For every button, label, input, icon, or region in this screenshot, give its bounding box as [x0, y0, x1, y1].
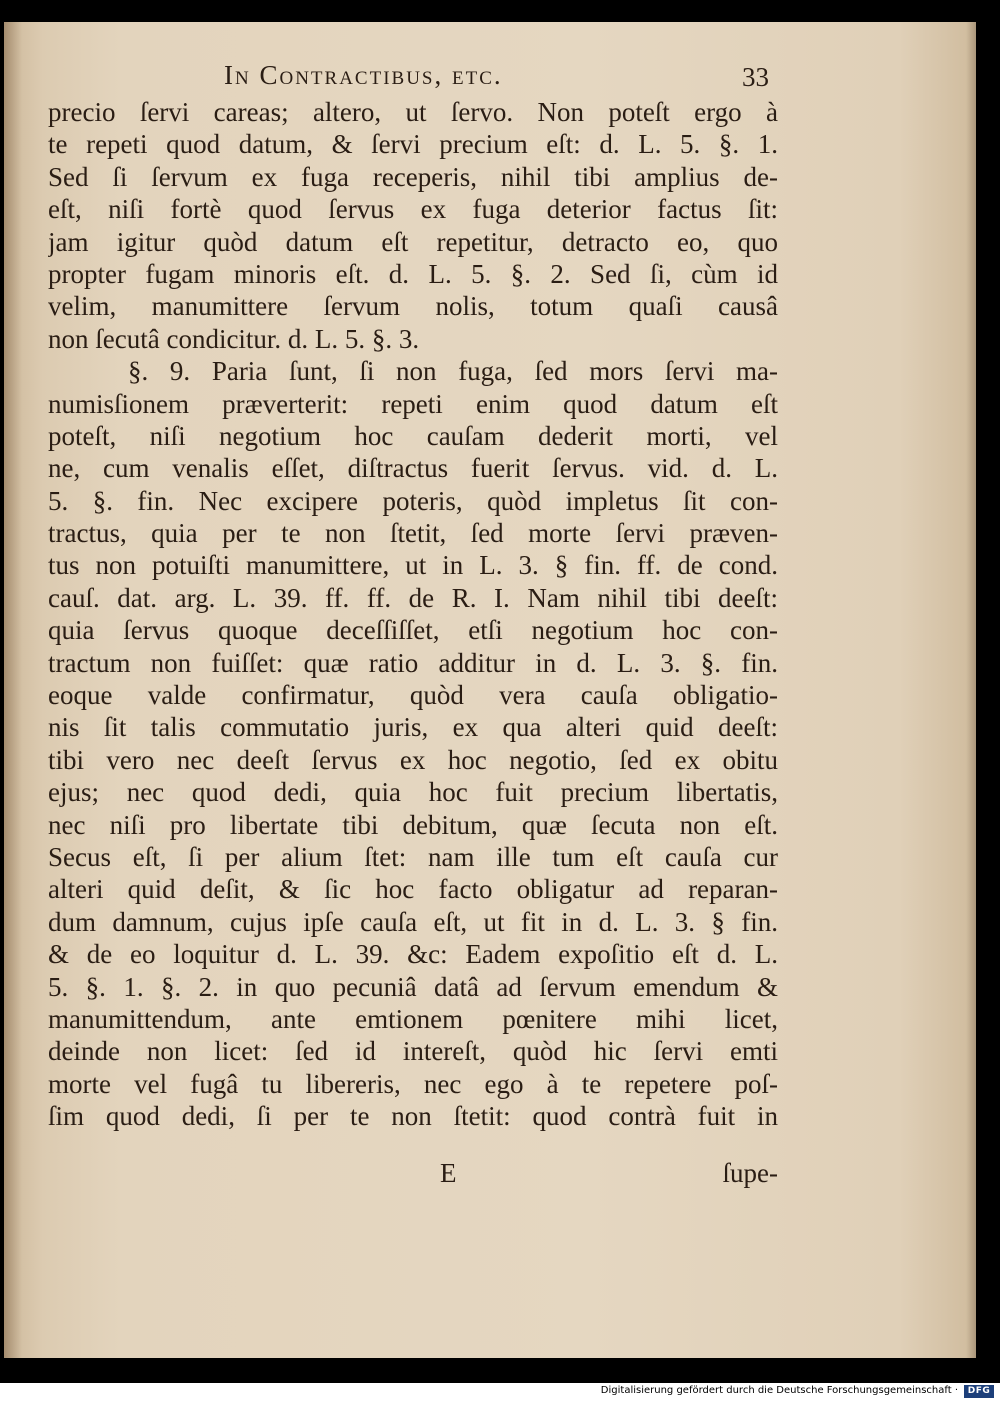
text-line: tibi vero nec deeſt ſervus ex hoc negotio, ſed ex obitu: [48, 744, 778, 775]
text-line: Secus eſt, ſi per alium ſtet: nam ille tum eſt cauſa cur: [48, 841, 778, 872]
body-text: [48, 96, 778, 1133]
text-line: te repeti quod datum, & ſervi precium eſt: d. L. 5. §. 1.: [48, 129, 778, 160]
text-line: ejus; nec quod dedi, quia hoc fuit precium libertatis,: [48, 777, 778, 808]
text-line: ne, cum venalis eſſet, diſtractus fuerit ſervus. vid. d. L.: [48, 453, 778, 484]
page-foot: [48, 1158, 778, 1194]
text-line: 5. §. fin. Nec excipere poteris, quòd impletus ſit con-: [48, 485, 778, 516]
text-line: quia ſervus quoque deceſſiſſet, etſi negotium hoc con-: [48, 615, 778, 646]
text-line: dum damnum, cujus ipſe cauſa eſt, ut fit in d. L. 3. § fin.: [48, 906, 778, 937]
funding-credit: Digitalisierung gefördert durch die Deutsche Forschungsgemeinschaft ·: [600, 1385, 958, 1396]
page-gutter-shadow: [4, 22, 22, 1358]
text-line: eoque valde confirmatur, quòd vera cauſa obligatio-: [48, 680, 778, 711]
page-number: 33: [742, 62, 769, 92]
signature-mark: E: [440, 1158, 457, 1188]
text-line: Sed ſi ſervum ex fuga receperis, nihil tibi amplius de-: [48, 161, 778, 192]
text-line: nec niſi pro libertate tibi debitum, quæ ſecuta non eſt.: [48, 809, 778, 840]
text-line: alteri quid deſit, & ſic hoc facto obligatur ad reparan-: [48, 874, 778, 905]
text-line: jam igitur quòd datum eſt repetitur, detracto eo, quo: [48, 226, 778, 257]
text-line: cauſ. dat. arg. L. 39. ff. ff. de R. I. Nam nihil tibi deeſt:: [48, 582, 778, 613]
running-head: [4, 60, 976, 100]
text-line: ſim quod dedi, ſi per te non ſtetit: quod contrà fuit in: [48, 1101, 778, 1132]
text-line: morte vel fugâ tu libereris, nec ego à te repetere poſ-: [48, 1068, 778, 1099]
text-line: tus non potuiſti manumittere, ut in L. 3. § fin. ff. de cond.: [48, 550, 778, 581]
running-title: In Contractibus, etc.: [224, 60, 503, 90]
text-line: deinde non licet: ſed id intereſt, quòd hic ſervi emti: [48, 1036, 778, 1067]
section-start-line: §. 9. Paria ſunt, ſi non fuga, ſed mors ſervi ma-: [128, 356, 778, 387]
text-line: eſt, niſi fortè quod ſervus ex fuga deterior factus ſit:: [48, 194, 778, 225]
page-edge-shadow: [966, 22, 976, 1358]
text-line: poteſt, niſi negotium hoc cauſam dederit morti, vel: [48, 420, 778, 451]
dfg-logo: DFG: [964, 1385, 994, 1398]
text-line: tractus, quia per te non ſtetit, ſed morte ſervi præven-: [48, 518, 778, 549]
text-line: manumittendum, ante emtionem pœnitere mihi licet,: [48, 1003, 778, 1034]
digitization-footer: [0, 1383, 1000, 1402]
text-line: non ſecutâ condicitur. d. L. 5. §. 3.: [48, 323, 420, 354]
text-line: numisſionem præverterit: repeti enim quod datum eſt: [48, 388, 778, 419]
text-line: tractum non fuiſſet: quæ ratio additur in d. L. 3. §. fin.: [48, 647, 778, 678]
text-line: precio ſervi careas; altero, ut ſervo. Non poteſt ergo à: [48, 97, 778, 127]
catchword: ſupe-: [722, 1158, 778, 1188]
text-line: 5. §. 1. §. 2. in quo pecuniâ datâ ad ſervum emendum &: [48, 971, 778, 1002]
text-line: nis ſit talis commutatio juris, ex qua alteri quid deeſt:: [48, 712, 778, 743]
text-line: propter fugam minoris eſt. d. L. 5. §. 2. Sed ſi, cùm id: [48, 258, 778, 289]
text-line: velim, manumittere ſervum nolis, totum quaſi causâ: [48, 291, 778, 322]
book-page: [4, 22, 976, 1358]
text-line: & de eo loquitur d. L. 39. &c: Eadem expoſitio eſt d. L.: [48, 939, 778, 970]
